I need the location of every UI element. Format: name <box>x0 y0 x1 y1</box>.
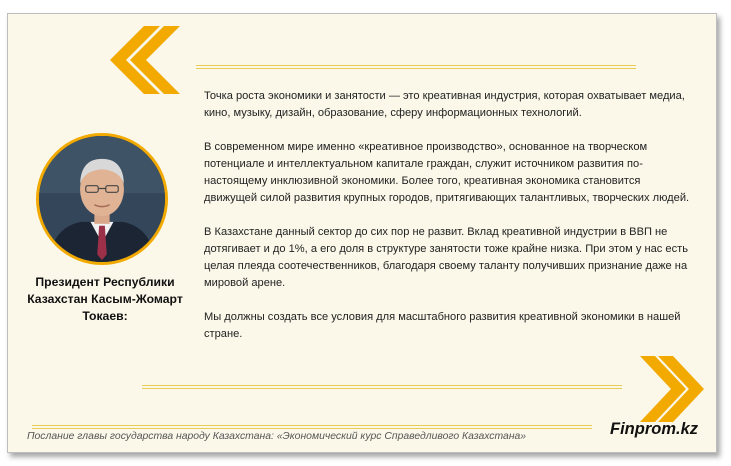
quote-paragraph: Мы должны создать все условия для масштабного развития креативной экономики в нашей стране. <box>204 311 681 340</box>
source-caption: Послание главы государства народу Казахстана: «Экономический курс Справедливого Казахстана» <box>27 431 527 442</box>
speaker-portrait <box>36 133 168 265</box>
double-chevron-left-icon <box>110 26 180 94</box>
quote-text <box>204 88 694 360</box>
speaker-caption: Президент Республики Казахстан Касым-Жомарт Токаев: <box>27 275 183 323</box>
decorative-rule-top <box>196 65 636 69</box>
portrait-illustration <box>39 136 165 262</box>
quote-paragraph: В современном мире именно «креативное производство», основанное на творческом потенциале и интеллектуальном капитале граждан, служит источником развития по-настоящему инклюзивной экономики. Более того, креативная экономика становится движущей силой развития крупных городов, притягивающих талантливых, творческих людей. <box>204 141 690 204</box>
quote-paragraph: В Казахстане данный сектор до сих пор не развит. Вклад креативной индустрии в ВВП не дотягивает и до 1%, а его доля в структуре занятости тоже крайне низка. При этом у нас есть целая плеяда соотечественников, благодаря своему таланту получивших признание даже на мировой арене. <box>204 226 689 289</box>
double-chevron-right-icon <box>640 356 704 422</box>
decorative-rule-footer <box>32 425 592 429</box>
brand-logo-text: Finprom.kz <box>610 420 699 438</box>
quote-paragraph: Точка роста экономики и занятости — это креативная индустрия, которая охватывает медиа, кино, музыку, дизайн, образование, сферу информационных технологий. <box>204 90 685 119</box>
decorative-rule-bottom <box>142 385 622 389</box>
